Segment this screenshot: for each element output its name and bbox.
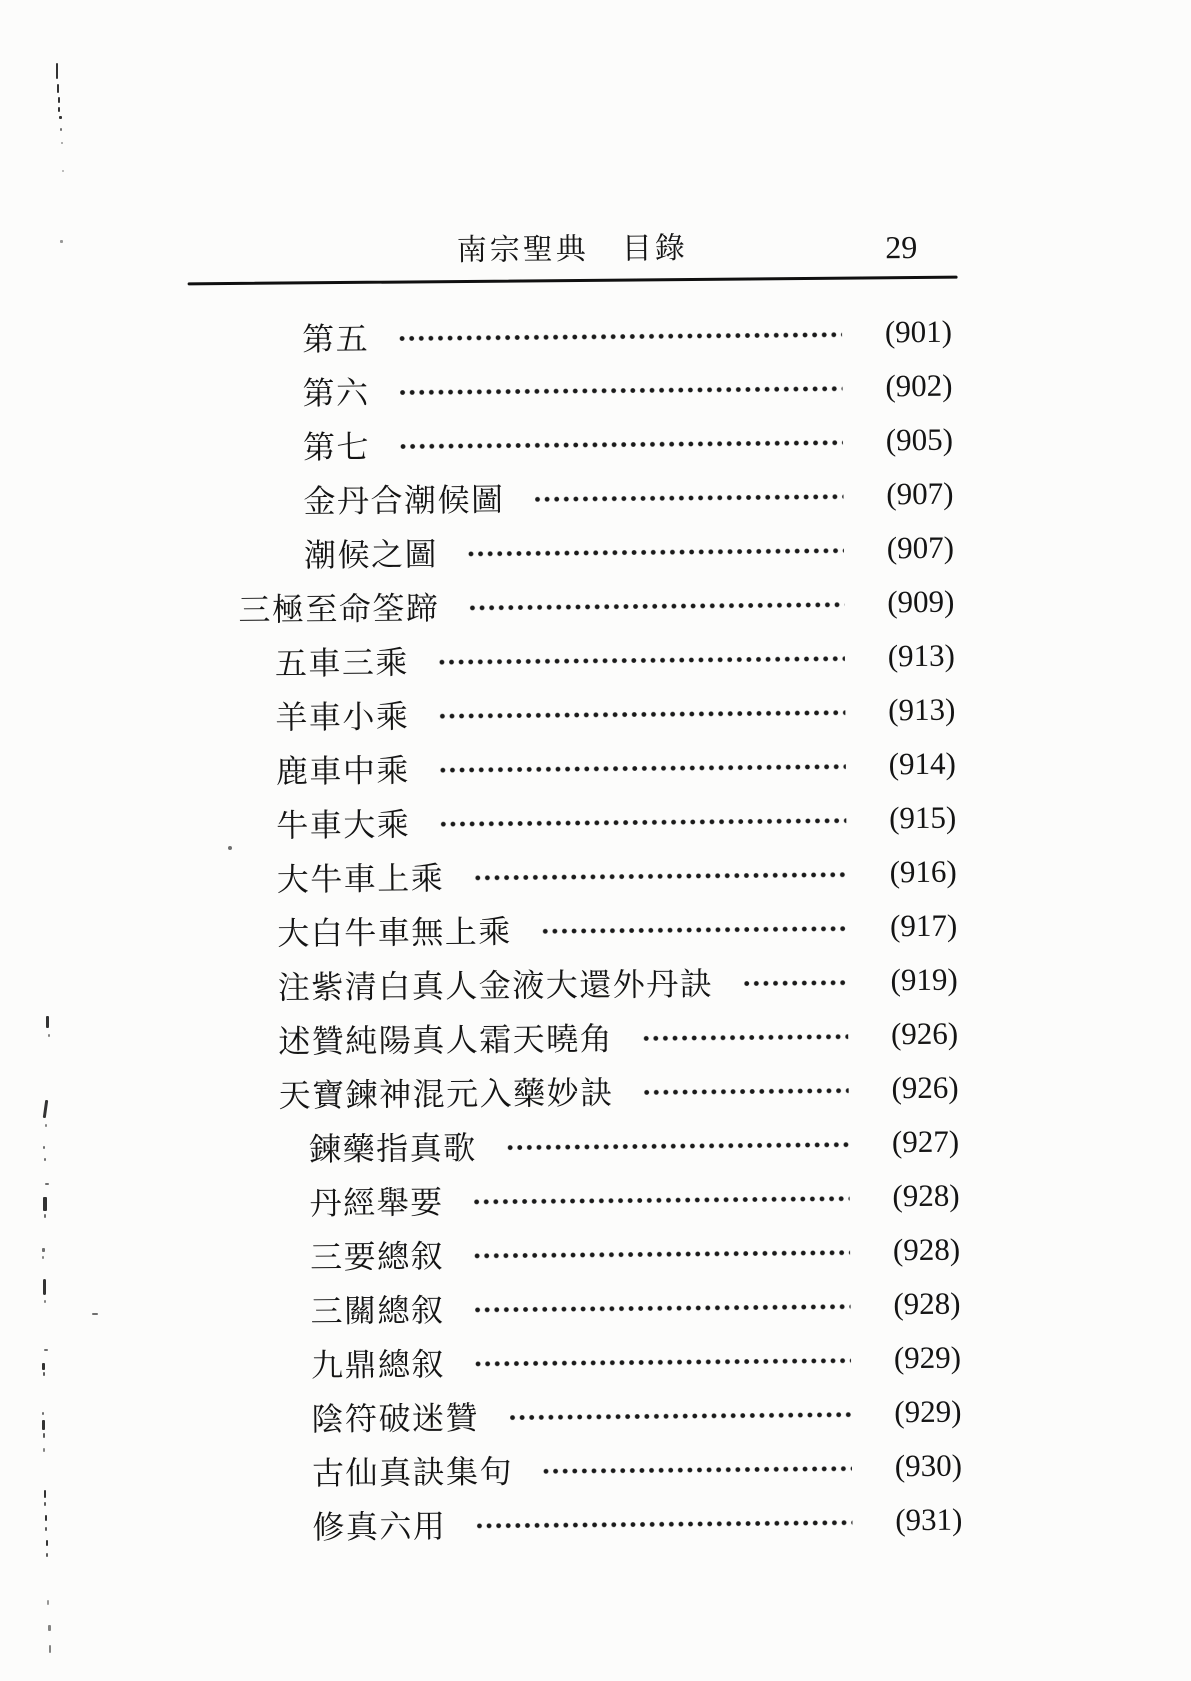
toc-entry-title: 丹經舉要 bbox=[309, 1184, 444, 1222]
toc-entry bbox=[198, 1493, 968, 1554]
scan-artifact bbox=[45, 1515, 47, 1521]
toc-entry bbox=[195, 1169, 965, 1230]
toc-entry-page: (907) bbox=[886, 475, 954, 512]
scan-artifact bbox=[58, 97, 60, 103]
toc-entry-title: 第七 bbox=[302, 428, 371, 466]
toc-entry-title: 九鼎總叙 bbox=[310, 1346, 446, 1384]
toc-entry bbox=[196, 1277, 966, 1338]
toc-entry-page: (926) bbox=[890, 1015, 959, 1052]
page-title: 南宗聖典 目錄 bbox=[456, 232, 688, 268]
toc-entry bbox=[194, 1061, 964, 1122]
scan-artifact bbox=[43, 1197, 47, 1211]
scan-artifact bbox=[58, 107, 60, 112]
dot-leader bbox=[507, 1142, 850, 1151]
dot-leader bbox=[440, 818, 846, 828]
toc-entry bbox=[190, 521, 960, 582]
toc-entry-page: (926) bbox=[891, 1069, 959, 1106]
toc-entry-page: (913) bbox=[887, 637, 956, 674]
toc-entry-title: 注紫清白真人金液大還外丹訣 bbox=[277, 965, 714, 1006]
toc-entry bbox=[193, 845, 963, 906]
scan-artifact bbox=[42, 1248, 45, 1252]
scan-artifact bbox=[43, 1448, 45, 1452]
dot-leader bbox=[743, 980, 848, 987]
dot-leader bbox=[400, 386, 843, 396]
dot-leader bbox=[644, 1088, 849, 1096]
toc-entry-page: (915) bbox=[888, 799, 957, 836]
toc-entry bbox=[198, 1439, 968, 1500]
dot-leader bbox=[474, 1250, 850, 1259]
scan-artifact bbox=[45, 1183, 49, 1185]
toc-entry-title: 鹿車中乘 bbox=[275, 752, 411, 790]
toc-entry-title: 大白牛車無上乘 bbox=[277, 913, 512, 952]
scan-artifact bbox=[42, 1363, 45, 1370]
toc-entry-title: 三極至命筌蹄 bbox=[238, 590, 440, 628]
toc-entry-title: 古仙真訣集句 bbox=[311, 1453, 514, 1492]
dot-leader bbox=[475, 1358, 851, 1367]
scan-artifact bbox=[43, 1433, 45, 1438]
toc-entry-title: 羊車小乘 bbox=[275, 698, 410, 736]
table-of-contents bbox=[188, 305, 969, 1554]
toc-entry-page: (916) bbox=[889, 853, 957, 890]
toc-entry-page: (929) bbox=[894, 1393, 962, 1430]
scan-artifact bbox=[60, 128, 62, 131]
toc-entry-title: 第五 bbox=[301, 320, 370, 358]
toc-entry bbox=[188, 305, 958, 366]
toc-entry-title: 鍊藥指真歌 bbox=[309, 1129, 477, 1168]
toc-entry-title: 五車三乘 bbox=[274, 644, 410, 682]
toc-entry bbox=[192, 737, 962, 798]
dot-leader bbox=[440, 764, 846, 774]
scan-artifact bbox=[56, 63, 58, 79]
page bbox=[185, 0, 970, 1681]
dot-leader bbox=[509, 1412, 852, 1421]
dot-leader bbox=[474, 1196, 850, 1205]
dot-leader bbox=[476, 1520, 852, 1529]
dot-leader bbox=[542, 926, 848, 935]
toc-entry-title: 牛車大乘 bbox=[276, 806, 411, 844]
scan-artifact bbox=[60, 240, 63, 243]
scan-artifact bbox=[43, 1100, 48, 1118]
toc-entry-page: (917) bbox=[889, 907, 958, 944]
toc-entry bbox=[188, 359, 958, 420]
scan-artifact bbox=[44, 1349, 48, 1351]
toc-entry-title: 第六 bbox=[302, 374, 370, 412]
scan-artifact bbox=[42, 1420, 45, 1430]
toc-entry-page: (929) bbox=[893, 1339, 962, 1376]
scan-artifact bbox=[59, 116, 62, 119]
toc-entry bbox=[191, 629, 961, 690]
toc-entry bbox=[197, 1385, 967, 1446]
scan-artifact bbox=[46, 1540, 48, 1546]
scan-artifact bbox=[44, 1502, 46, 1506]
toc-entry-page: (907) bbox=[886, 529, 955, 566]
scan-artifact bbox=[44, 1214, 46, 1218]
toc-entry-page: (913) bbox=[888, 691, 956, 728]
toc-entry-page: (927) bbox=[891, 1123, 960, 1160]
toc-entry-title: 修真六用 bbox=[312, 1508, 447, 1546]
scan-artifact bbox=[49, 1645, 51, 1653]
dot-leader bbox=[439, 710, 845, 720]
dot-leader bbox=[468, 548, 844, 557]
toc-entry-page: (909) bbox=[887, 583, 955, 620]
scan-artifact bbox=[43, 1279, 46, 1295]
dot-leader bbox=[643, 1034, 848, 1042]
dot-leader bbox=[439, 656, 845, 666]
toc-entry bbox=[196, 1223, 966, 1284]
scan-artifact bbox=[61, 142, 63, 144]
scan-artifact bbox=[46, 1553, 48, 1557]
toc-entry bbox=[189, 467, 959, 528]
toc-entry-title: 天寶鍊神混元入藥妙訣 bbox=[278, 1074, 614, 1114]
toc-entry-page: (919) bbox=[890, 961, 958, 998]
dot-leader bbox=[474, 872, 847, 881]
scan-artifact bbox=[46, 1016, 49, 1028]
page-number: 29 bbox=[885, 229, 918, 266]
dot-leader bbox=[543, 1466, 852, 1475]
toc-entry-title: 陰符破迷贊 bbox=[311, 1399, 480, 1438]
scan-artifact bbox=[62, 170, 64, 172]
dot-leader bbox=[400, 440, 843, 450]
toc-entry bbox=[195, 1115, 965, 1176]
toc-entry-page: (928) bbox=[893, 1285, 961, 1322]
toc-entry-page: (905) bbox=[885, 421, 954, 458]
header-rule bbox=[188, 276, 958, 286]
toc-entry-title: 金丹合潮候圖 bbox=[303, 481, 505, 520]
scan-artifact bbox=[42, 1412, 44, 1415]
scan-artifact bbox=[92, 1313, 98, 1315]
toc-entry-page: (928) bbox=[892, 1177, 960, 1214]
toc-entry-page: (930) bbox=[894, 1447, 963, 1484]
dot-leader bbox=[399, 332, 842, 342]
toc-entry-page: (901) bbox=[884, 313, 953, 350]
toc-entry-page: (902) bbox=[885, 367, 953, 404]
toc-entry-page: (914) bbox=[888, 745, 956, 782]
scan-artifact bbox=[43, 1372, 45, 1376]
toc-entry-title: 大牛車上乘 bbox=[276, 860, 445, 898]
toc-entry bbox=[192, 791, 962, 852]
scan-artifact bbox=[44, 1490, 46, 1498]
toc-entry bbox=[194, 1007, 964, 1068]
toc-entry bbox=[189, 413, 959, 474]
scan-artifact bbox=[45, 1527, 47, 1531]
scan-artifact bbox=[57, 84, 59, 93]
scan-artifact bbox=[47, 1600, 49, 1605]
scan-artifact bbox=[42, 1256, 44, 1259]
toc-entry-page: (931) bbox=[895, 1501, 963, 1538]
dot-leader bbox=[475, 1304, 851, 1313]
toc-entry bbox=[193, 899, 963, 960]
toc-entry-page: (928) bbox=[892, 1231, 961, 1268]
toc-entry-title: 三關總叙 bbox=[310, 1292, 445, 1330]
toc-entry-title: 三要總叙 bbox=[309, 1238, 445, 1276]
toc-entry-title: 述贊純陽真人霜天曉角 bbox=[278, 1020, 614, 1060]
scan-artifact bbox=[45, 1124, 47, 1127]
dot-leader bbox=[469, 602, 844, 611]
scan-artifact bbox=[44, 1158, 46, 1161]
scan-artifact bbox=[43, 1146, 45, 1149]
dot-leader bbox=[534, 494, 843, 503]
toc-entry bbox=[191, 683, 961, 744]
scan-artifact bbox=[48, 1625, 51, 1631]
toc-entry-title: 潮候之圖 bbox=[303, 536, 439, 574]
scan-artifact bbox=[48, 1034, 50, 1037]
toc-entry bbox=[194, 953, 964, 1014]
scan-artifact bbox=[44, 1300, 46, 1303]
toc-entry bbox=[190, 575, 960, 636]
toc-entry bbox=[197, 1331, 967, 1392]
page-header bbox=[187, 225, 957, 276]
